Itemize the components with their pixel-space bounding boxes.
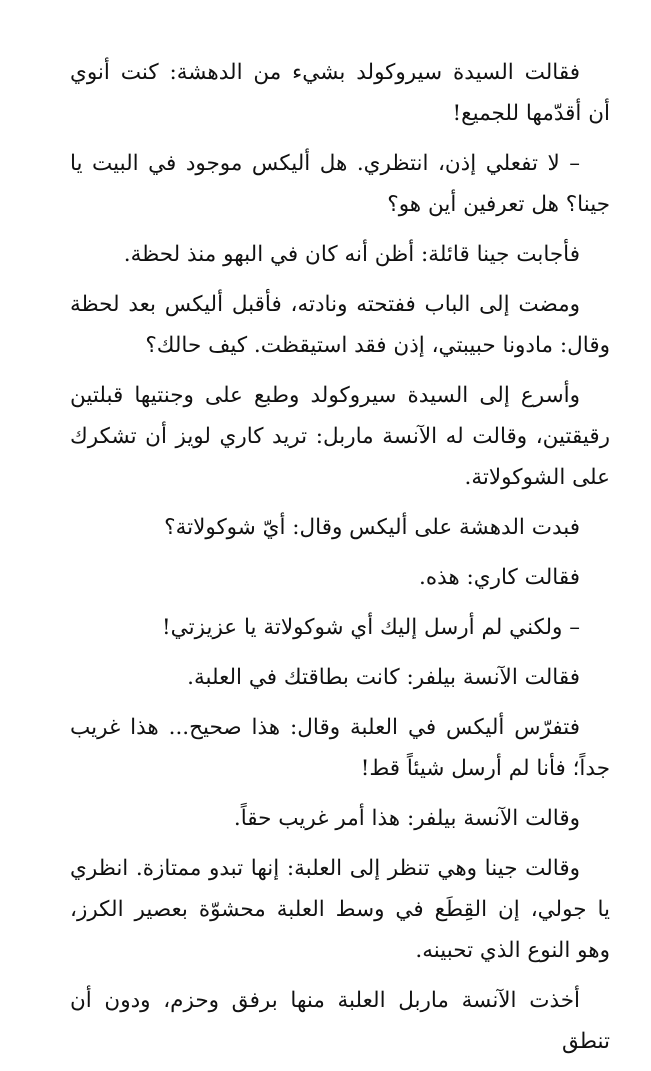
paragraph: – ولكني لم أرسل إليك أي شوكولاتة يا عزيزتي!	[162, 615, 580, 640]
paragraph: فبدت الدهشة على أليكس وقال: أيّ شوكولاتة؟	[164, 515, 580, 540]
paragraph: فتفرّس أليكس في العلبة وقال: هذا صحيح... هذا غريب جداً؛ فأنا لم أرسل شيئاً قط!	[70, 715, 610, 781]
paragraph: – لا تفعلي إذن، انتظري. هل أليكس موجود في البيت يا جينا؟ هل تعرفين أين هو؟	[70, 151, 610, 217]
book-page	[70, 52, 610, 1071]
paragraph: وقالت جينا وهي تنظر إلى العلبة: إنها تبدو ممتازة. انظري يا جولي، إن القِطَع في وسط العلبة محشوّة بعصير الكرز، وهو النوع الذي تحبينه.	[70, 856, 610, 963]
paragraph: أخذت الآنسة ماربل العلبة منها برفق وحزم، ودون أن تنطق	[70, 988, 610, 1054]
paragraph: فأجابت جينا قائلة: أظن أنه كان في البهو منذ لحظة.	[123, 242, 580, 267]
paragraph: فقالت كاري: هذه.	[419, 565, 580, 590]
paragraph: وقالت الآنسة بيلفر: هذا أمر غريب حقاً.	[233, 806, 580, 831]
paragraph: ومضت إلى الباب ففتحته ونادته، فأقبل أليكس بعد لحظة وقال: مادونا حبيبتي، إذن فقد استيقظت. كيف حالك؟	[70, 292, 610, 358]
paragraph: فقالت الآنسة بيلفر: كانت بطاقتك في العلبة.	[187, 665, 580, 690]
paragraph: وأسرع إلى السيدة سيروكولد وطبع على وجنتيها قبلتين رقيقتين، وقالت له الآنسة ماربل: تريد كاري لويز أن تشكرك على الشوكولاتة.	[70, 383, 610, 490]
paragraph: فقالت السيدة سيروكولد بشيء من الدهشة: كنت أنوي أن أقدّمها للجميع!	[70, 60, 610, 126]
